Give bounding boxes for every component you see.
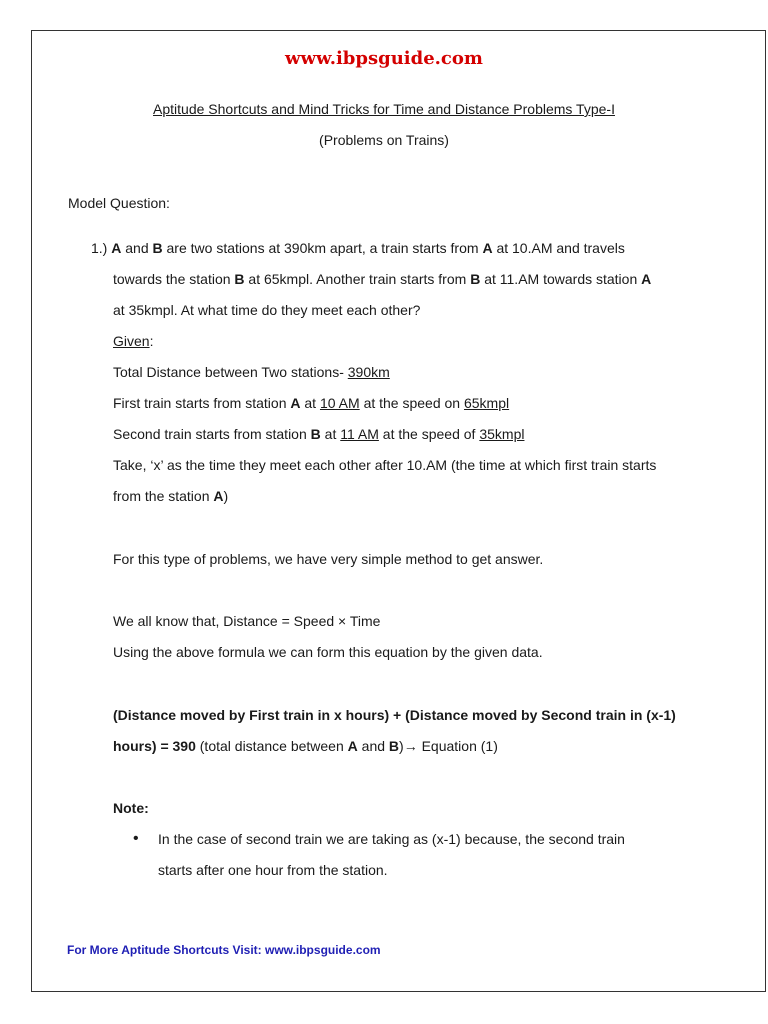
equation-line-1: (Distance moved by First train in x hours) + (Distance moved by Second train in (x-1) [113,707,676,723]
note-line-1: In the case of second train we are taking as (x-1) because, the second train [158,831,625,847]
given-colon: : [149,333,154,349]
question-text: are two stations at 390km apart, a train starts from [166,240,479,256]
question-line-2 [113,270,651,288]
equation-line-2 [113,737,498,755]
note-label: Note: [113,800,149,816]
station-b: B [470,271,481,287]
given-from-line [113,487,228,505]
question-number: 1.) [91,240,108,256]
given-text: ) [223,488,229,504]
first-train-speed: 65kmpl [463,395,510,411]
formula-line: We all know that, Distance = Speed × Time [113,613,381,629]
given-text: First train starts from station [113,395,287,411]
station-b: B [310,426,321,442]
given-label-text: Given [113,333,150,349]
document-title: Aptitude Shortcuts and Mind Tricks for Time and Distance Problems Type-I [153,101,615,117]
given-text: at [324,426,337,442]
station-b: B [152,240,163,256]
equation-text: and [361,738,386,754]
given-label [113,332,153,350]
question-text: towards the station [113,271,231,287]
second-train-time: 11 AM [340,426,379,442]
second-train-speed: 35kmpl [479,426,525,442]
first-train-time: 10 AM [319,395,360,411]
given-text: at [304,395,317,411]
given-text: Total Distance between Two stations- [113,364,344,380]
station-a: A [111,240,122,256]
station-b: B [234,271,245,287]
method-line: For this type of problems, we have very simple method to get answer. [113,551,544,567]
given-text: from the station [113,488,210,504]
given-total-distance [113,363,390,381]
question-text: at 65kmpl. Another train starts from [248,271,467,287]
question-line-1 [91,239,625,257]
given-first-train [113,394,509,412]
question-line-3: at 35kmpl. At what time do they meet each other? [113,302,421,318]
given-second-train [113,425,524,443]
equation-bold: hours) = 390 [113,738,196,754]
question-text: and [125,240,149,256]
question-text: at 10.AM and travels [496,240,625,256]
model-question-label: Model Question: [68,195,170,211]
given-take-line: Take, ‘x’ as the time they meet each other after 10.AM (the time at which first train starts [113,457,657,473]
given-text: at the speed of [382,426,476,442]
using-line: Using the above formula we can form this equation by the given data. [113,644,543,660]
note-line-2: starts after one hour from the station. [158,862,388,878]
station-a: A [347,738,358,754]
footer-link[interactable]: For More Aptitude Shortcuts Visit: www.ibpsguide.com [67,943,381,957]
station-a: A [482,240,493,256]
station-a: A [213,488,224,504]
site-title: www.ibpsguide.com [285,48,483,69]
station-b: B [388,738,400,754]
total-distance-value: 390km [347,364,390,380]
equation-text: (total distance between [199,738,344,754]
document-subtitle: (Problems on Trains) [319,132,449,148]
station-a: A [641,271,652,287]
equation-text: )→ Equation (1) [399,738,498,754]
station-a: A [290,395,301,411]
bullet-icon: • [133,830,139,847]
question-text: at 11.AM towards station [484,271,638,287]
given-text: at the speed on [363,395,461,411]
given-text: Second train starts from station [113,426,307,442]
